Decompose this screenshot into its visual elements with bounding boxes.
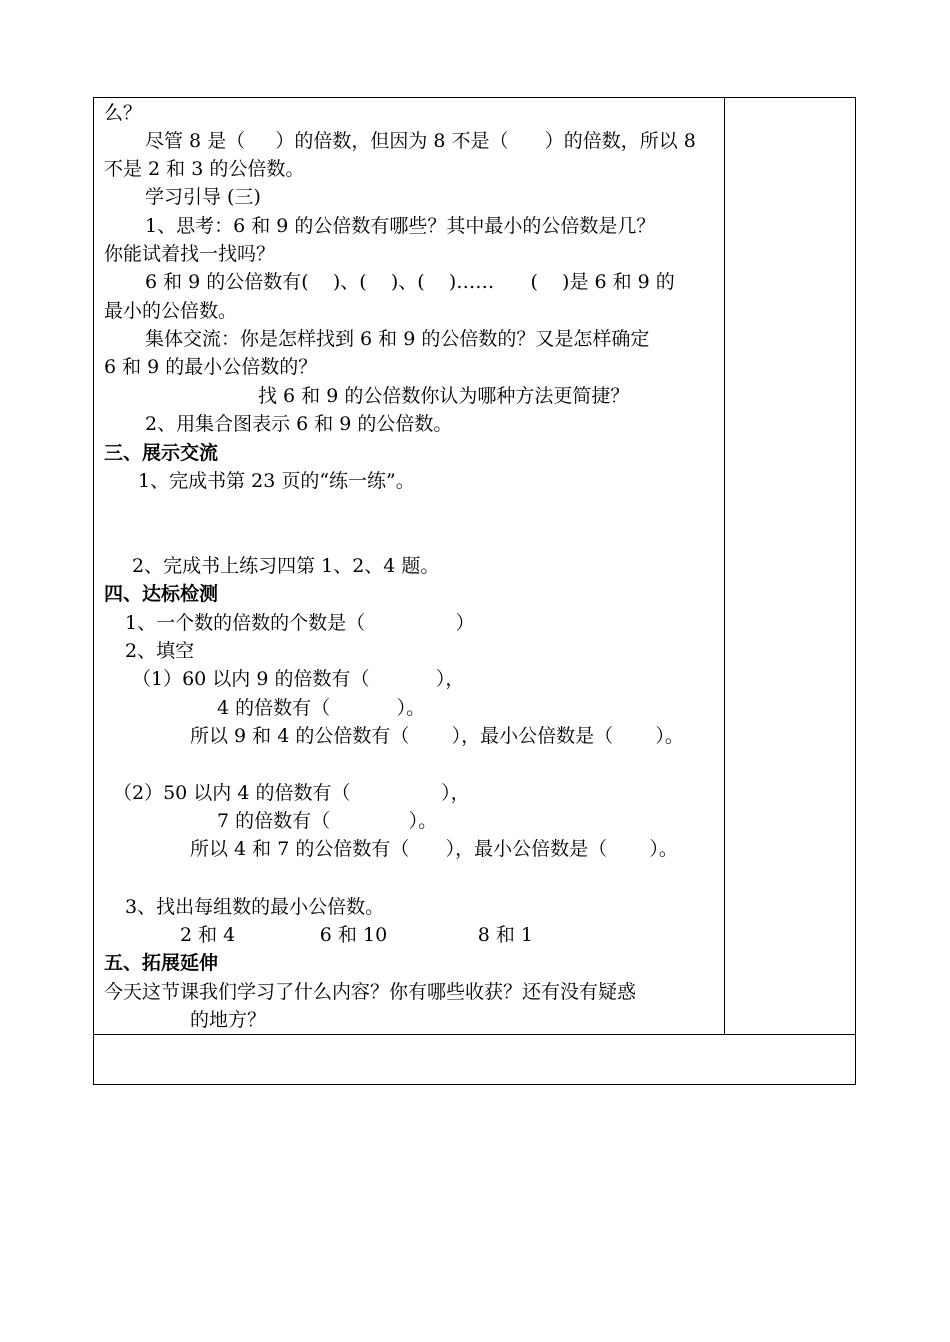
text-line: 尽管 8 是（ ）的倍数，但因为 8 不是（ ）的倍数，所以 8 [145,130,696,152]
text-line: 所以 4 和 7 的公倍数有（ ），最小公倍数是（ ）。 [190,838,678,860]
text-line: 今天这节课我们学习了什么内容？你有哪些收获？还有没有疑惑 [104,981,637,1003]
text-line: 么？ [104,102,143,124]
text-line: 6 和 9 的最小公倍数的？ [104,356,318,378]
text-line: 2、完成书上练习四第 1、2、4 题。 [132,555,440,577]
text-line: 6 和 9 的公倍数有( )、( )、( )…… ( )是 6 和 9 的 [145,271,675,293]
text-line: 的地方？ [190,1009,267,1031]
text-line: 4 的倍数有（ ）。 [217,697,426,719]
section-heading: 三、展示交流 [104,442,219,464]
column-divider [724,97,725,1035]
text-line: 2、用集合图表示 6 和 9 的公倍数。 [145,413,453,435]
text-line: 你能试着找一找吗？ [104,243,276,265]
text-line: 1、思考：6 和 9 的公倍数有哪些？其中最小的公倍数是几？ [145,215,656,237]
section-heading: 五、拓展延伸 [104,952,219,974]
row-divider [93,1034,856,1035]
text-line: 1、完成书第 23 页的“练一练”。 [138,470,415,492]
text-line: 2、填空 [125,640,195,662]
text-line: 不是 2 和 3 的公倍数。 [104,158,305,180]
section-subtitle: 学习引导 (三) [145,186,261,208]
text-line: 7 的倍数有（ ）。 [217,810,438,832]
text-line: 最小的公倍数。 [104,300,238,322]
text-line: 3、找出每组数的最小公倍数。 [125,896,385,918]
text-line: 1、一个数的倍数的个数是（ ） [125,612,475,634]
text-line: （2）50 以内 4 的倍数有（ ）， [113,782,470,804]
text-line: 找 6 和 9 的公倍数你认为哪种方法更简捷？ [258,385,630,407]
text-line: 2 和 4 6 和 10 8 和 1 [180,924,534,946]
text-line: （1）60 以内 9 的倍数有（ ）， [132,668,465,690]
section-heading: 四、达标检测 [104,583,219,605]
text-line: 集体交流：你是怎样找到 6 和 9 的公倍数的？又是怎样确定 [145,328,650,350]
text-line: 所以 9 和 4 的公倍数有（ ），最小公倍数是（ ）。 [190,725,684,747]
